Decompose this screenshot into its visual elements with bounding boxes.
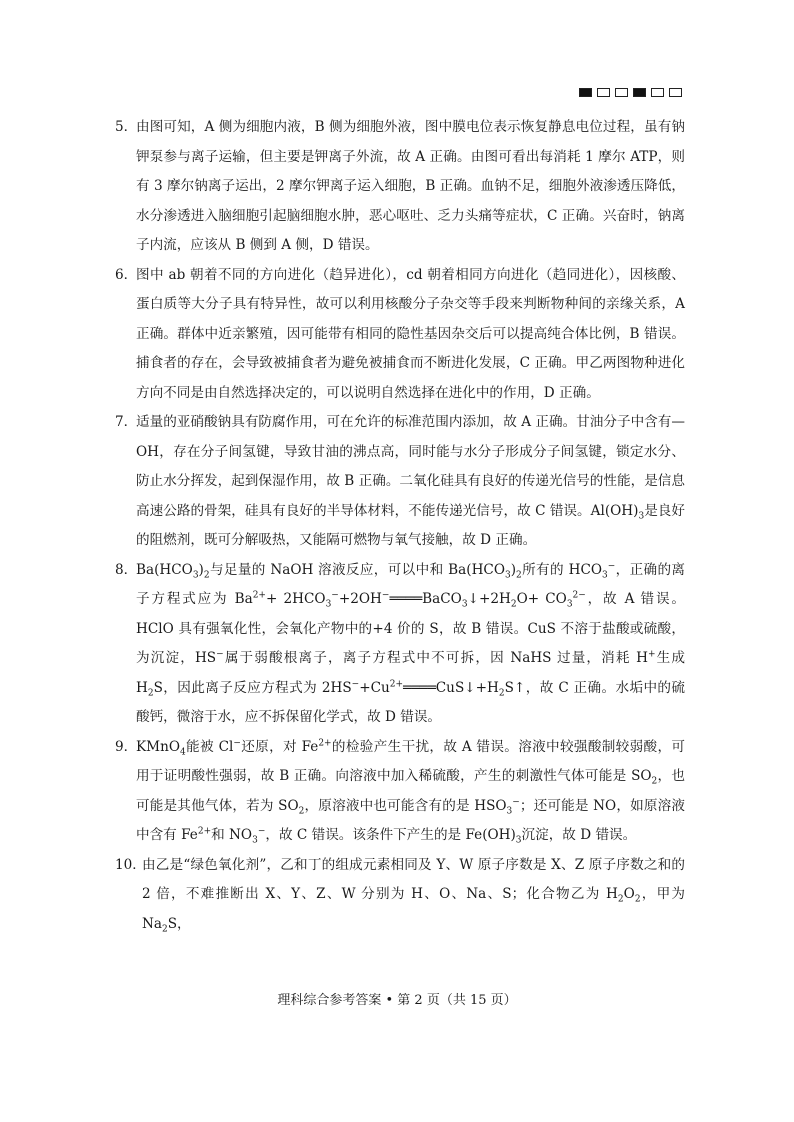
item-number: 9． [115,738,138,755]
answer-item-7 [115,408,685,556]
item-text: 适量的亚硝酸钠具有防腐作用，可在允许的标准范围内添加，故 A 正确。甘油分子中含有—OH，存在分子间氢键，导致甘油的沸点高，同时能与水分子形成分子间氢键，锁定水分、防止水分挥发，起到保湿作用，故 B 正确。二氧化硅具有良好的传递光信号的性能，是信息高速公路的骨架，硅具有良好的半导体材料，不能传递光信号，故 C 错误。$Al(OH)_3$是良好的阻燃剂，既可分解吸热，又能隔可燃物与氧气接触，故 D 正确。 [136,414,686,548]
marker-box-empty [669,88,682,97]
marker-box-empty [615,88,628,97]
answer-item-8 [115,556,685,733]
marker-box-empty [597,88,610,97]
item-text: $Ba(HCO_3)_2$与足量的 NaOH 溶液反应，可以中和 $Ba(HCO_3)_2$所有的 $HCO_3^-$，正确的离子方程式应为 $Ba^{2+}+$ $2HCO_3^-+2OH^-════BaCO_3↓+2H_2O+ CO_3^{2-}$，故 A 错误。HClO 具有强氧化性，会氧化产物中的+4 价的 S，故 B 错误。CuS 不溶于盐酸或硫酸，为沉淀，HS−属于弱酸根离子，离子方程式中不可拆，因 NaHS 过量，消耗 H+生成 $H_2S$，因此离子反应方程式为 $2HS^-+Cu^{2+}════CuS↓+H_2S↑$，故 C 正确。水垢中的硫酸钙，微溶于水，应不拆保留化学式，故 D 错误。 [136,560,686,725]
item-number: 10． [115,856,146,873]
answer-item-9 [115,733,685,851]
page-footer: 理科综合参考答案 • 第 2 页（共 15 页） [277,993,517,1008]
marker-box-empty [651,88,664,97]
item-number: 7． [115,414,138,430]
answer-item-6 [115,261,685,409]
page-marker-boxes [579,88,682,97]
answer-item-10 [115,851,685,940]
item-number: 8． [115,561,138,578]
item-text: 图中 ab 朝着不同的方向进化（趋异进化），cd 朝着相同方向进化（趋同进化），因核酸、蛋白质等大分子具有特异性，故可以利用核酸分子杂交等手段来判断物种间的亲缘关系，A 正确。群体中近亲繁殖，因可能带有相同的隐性基因杂交后可以提高纯合体比例，B 错误。捕食者的存在，会导致被捕食者为避免被捕食而不断进化发展，C 正确。甲乙两图物种进化方向不同是由自然选择决定的，可以说明自然选择在进化中的作用，D 正确。 [136,266,685,401]
marker-box-filled [633,88,646,97]
marker-box-filled [579,88,592,97]
answer-content [115,113,685,939]
item-number: 6． [115,266,138,283]
item-text: 由图可知，A 侧为细胞内液，B 侧为细胞外液，图中膜电位表示恢复静息电位过程，虽有钠钾泵参与离子运输，但主要是钾离子外流，故 A 正确。由图可看出每消耗 1 摩尔 ATP，则有 3 摩尔钠离子运出，2 摩尔钾离子运入细胞，B 正确。血钠不足，细胞外液渗透压降低，水分渗透进入脑细胞引起脑细胞水肿，恶心呕吐、乏力头痛等症状，C 正确。兴奋时，钠离子内流，应该从 B 侧到 A 侧，D 错误。 [136,119,685,253]
item-text: 由乙是“绿色氧化剂”，乙和丁的组成元素相同及 Y、W 原子序数是 X、Z 原子序数之和的 2 倍，不难推断出 X、Y、Z、W 分别为 H、O、Na、S；化合物乙为 $H_2O_2$，甲为 $Na_2S$， [142,856,685,935]
item-text: KMnO$_4$能被 Cl−还原，对 $Fe^{2+}$的检验产生干扰，故 A 错误。溶液中较强酸制较弱酸，可用于证明酸性强弱，故 B 正确。向溶液中加入稀硫酸，产生的刺激性气体可能是 $SO_2$，也可能是其他气体，若为 $SO_2$，原溶液中也可能含有的是 $HSO_3^-$；还可能是 NO，如原溶液中含有 $Fe^{2+}$和 $NO_3^-$，故 C 错误。该条件下产生的是 $Fe(OH)_3$沉淀，故 D 错误。 [136,737,686,846]
answer-item-5 [115,113,685,261]
item-number: 5． [115,119,138,135]
